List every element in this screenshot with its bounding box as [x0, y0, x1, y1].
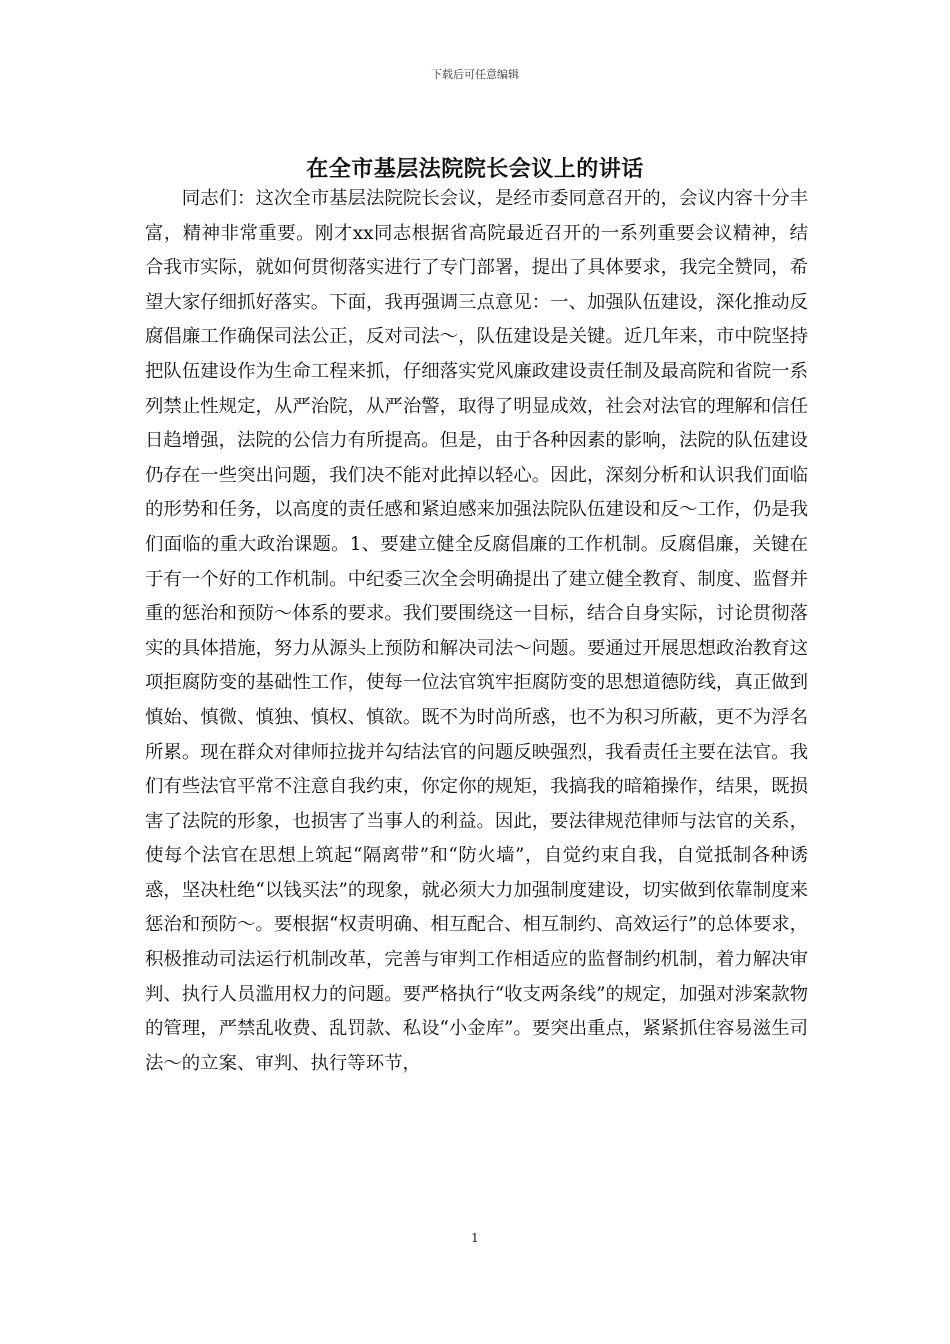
document-title: 在全市基层法院院长会议上的讲话 [306, 157, 644, 182]
page-header-note: 下载后可任意编辑 [431, 68, 519, 81]
page-number: 1 [471, 1231, 479, 1245]
document-body-paragraph: 同志们：这次全市基层法院院长会议，是经市委同意召开的，会议内容十分丰富，精神非常重要。刚才xx同志根据省高院最近召开的一系列重要会议精神，结合我市实际，就如何贯彻落实进行了专门部署，提出了具体要求，我完全赞同，希望大家仔细抓好落实。下面，我再强调三点意见：一、加强队伍建设，深化推动反腐倡廉工作确保司法公正，反对司法～，队伍建设是关键。近几年来，市中院坚持把队伍建设作为生命工程来抓，仔细落实党风廉政建设责任制及最高院和省院一系列禁止性规定，从严治院，从严治警，取得了明显成效，社会对法官的理解和信任日趋增强，法院的公信力有所提高。但是，由于各种因素的影响，法院的队伍建设仍存在一些突出问题，我们决不能对此掉以轻心。因此，深刻分析和认识我们面临的形势和任务，以高度的责任感和紧迫感来加强法院队伍建设和反～工作，仍是我们面临的重大政治课题。1、要建立健全反腐倡廉的工作机制。反腐倡廉，关键在于有一个好的工作机制。中纪委三次全会明确提出了建立健全教育、制度、监督并重的惩治和预防～体系的要求。我们要围绕这一目标，结合自身实际，讨论贯彻落实的具体措施，努力从源头上预防和解决司法～问题。要通过开展思想政治教育这项拒腐防变的基础性工作，使每一位法官筑牢拒腐防变的思想道德防线，真正做到慎始、慎微、慎独、慎权、慎欲。既不为时尚所惑，也不为积习所蔽，更不为浮名所累。现在群众对律师拉拢并勾结法官的问题反映强烈，我看责任主要在法官。我们有些法官平常不注意自我约束，你定你的规矩，我搞我的暗箱操作，结果，既损害了法院的形象，也损害了当事人的利益。因此，要法律规范律师与法官的关系，使每个法官在思想上筑起“隔离带”和“防火墙”，自觉约束自我，自觉抵制各种诱惑，坚决杜绝“以钱买法”的现象，就必须大力加强制度建设，切实做到依靠制度来惩治和预防～。要根据“权责明确、相互配合、相互制约、高效运行”的总体要求，积极推动司法运行机制改革，完善与审判工作相适应的监督制约机制，着力解决审判、执行人员滥用权力的问题。要严格执行“收支两条线”的规定，加强对涉案款物的管理，严禁乱收费、乱罚款、私设“小金库”。要突出重点，紧紧抓住容易滋生司法～的立案、审判、执行等环节， [145, 188, 808, 1074]
